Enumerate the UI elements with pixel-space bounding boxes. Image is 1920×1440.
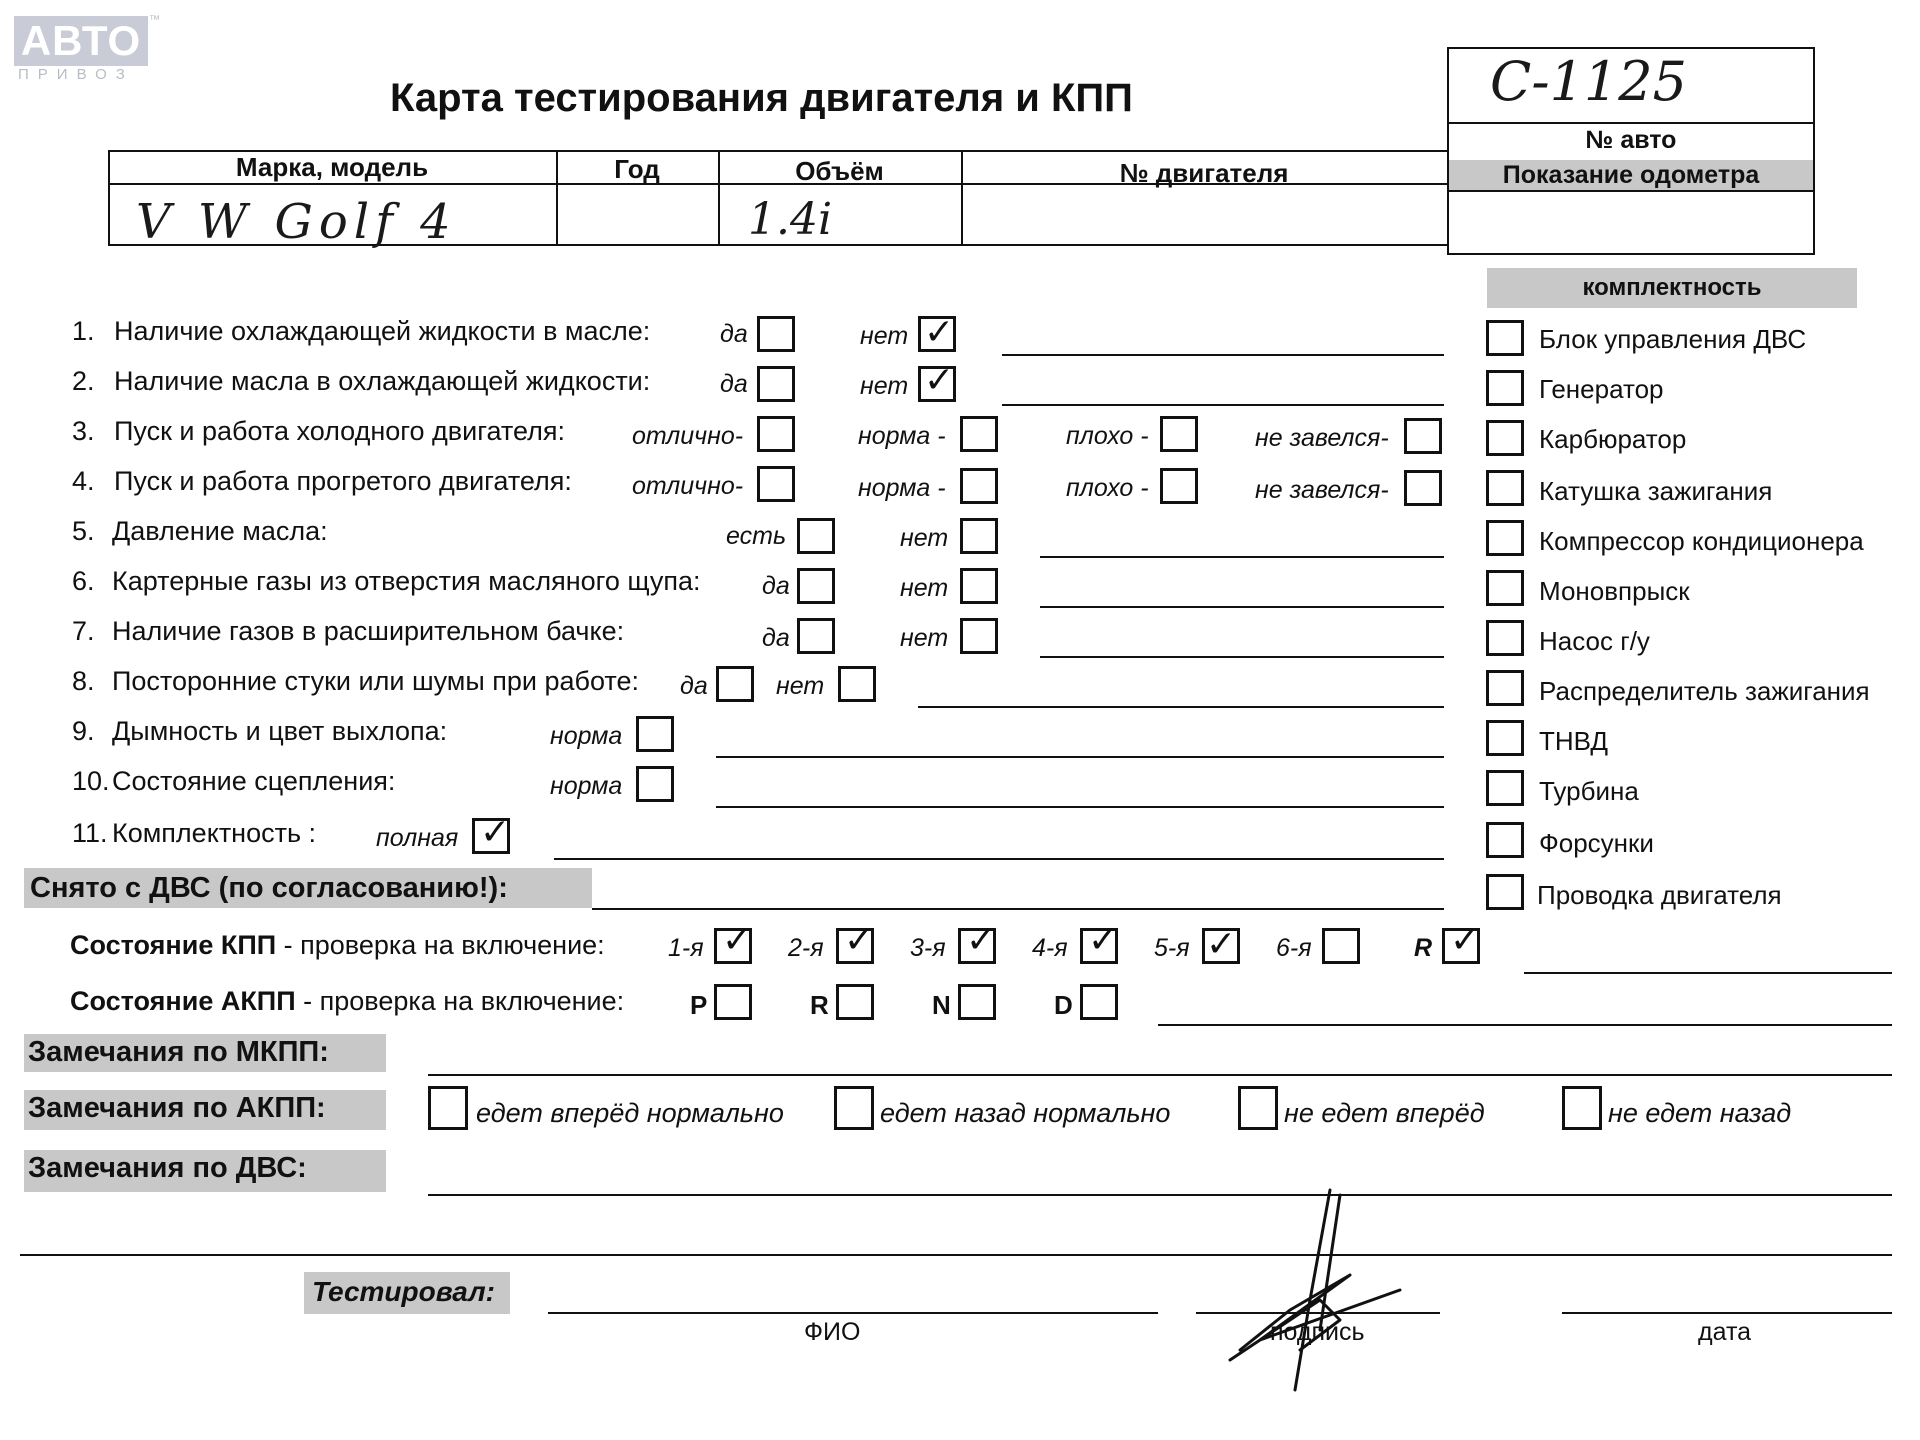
gear-2-label: 2-я	[788, 934, 824, 962]
remarks-dvs-label: Замечания по ДВС:	[24, 1150, 386, 1192]
stamp-divider-2	[1447, 190, 1815, 192]
check-4-opt-4-label: не завелся-	[1255, 476, 1389, 504]
check-7-line	[1040, 656, 1444, 658]
akpp-forward-ok-label: едет вперёд нормально	[476, 1098, 784, 1128]
check-11-num: 11.	[72, 818, 108, 848]
completeness-title: комплектность	[1487, 268, 1857, 308]
header-engine-no: № двигателя	[1119, 158, 1289, 188]
completeness-11-checkbox[interactable]	[1486, 822, 1524, 858]
car-number-label: № авто	[1585, 126, 1677, 154]
akpp-backward-ok-label: едет назад нормально	[880, 1098, 1171, 1128]
gear-4-label: 4-я	[1032, 934, 1068, 962]
car-number-value: С-1125	[1490, 50, 1687, 113]
check-6-no-checkbox[interactable]	[960, 568, 998, 604]
check-2-no-mark: ✓	[924, 360, 955, 401]
check-3-opt-2-checkbox[interactable]	[960, 416, 998, 452]
gear-6-label: 6-я	[1276, 934, 1312, 962]
check-4-opt-2-label: норма -	[858, 474, 946, 502]
completeness-2-label: Генератор	[1539, 374, 1664, 404]
akpp-no-backward-label: не едет назад	[1608, 1098, 1792, 1128]
remarks-mkpp-line	[428, 1074, 1892, 1076]
remarks-dvs-line	[428, 1194, 1892, 1196]
check-7-yes-label: да	[762, 624, 790, 652]
completeness-10-checkbox[interactable]	[1486, 770, 1524, 806]
akpp-line	[1158, 1024, 1892, 1026]
completeness-12-label: Проводка двигателя	[1537, 880, 1782, 910]
handwritten-signature	[1200, 1180, 1440, 1400]
kpp-line	[1524, 972, 1892, 974]
check-9-label: Дымность и цвет выхлопа:	[112, 716, 448, 746]
akpp-d-checkbox[interactable]	[1080, 984, 1118, 1020]
check-6-yes-label: да	[762, 572, 790, 600]
check-7-no-label: нет	[900, 624, 949, 652]
gear-1-mark: ✓	[722, 920, 753, 961]
check-1-no-mark: ✓	[924, 312, 955, 353]
completeness-9-label: ТНВД	[1539, 726, 1609, 756]
check-2-no-label: нет	[860, 372, 909, 400]
akpp-no-forward-checkbox[interactable]	[1238, 1086, 1278, 1130]
completeness-10-label: Турбина	[1539, 776, 1639, 806]
check-2-yes-checkbox[interactable]	[757, 366, 795, 402]
completeness-5-label: Компрессор кондиционера	[1539, 526, 1864, 556]
check-3-num: 3.	[72, 416, 95, 446]
check-5-yes-label: есть	[726, 522, 787, 550]
check-10-opt-label: норма	[550, 772, 623, 800]
completeness-5-checkbox[interactable]	[1486, 520, 1524, 556]
check-2-line	[1002, 404, 1444, 406]
check-3-opt-4-checkbox[interactable]	[1404, 418, 1442, 454]
remarks-extra-line	[20, 1254, 1892, 1256]
gear-3-mark: ✓	[966, 920, 997, 961]
completeness-1-label: Блок управления ДВС	[1539, 324, 1807, 354]
completeness-7-checkbox[interactable]	[1486, 620, 1524, 656]
completeness-12-checkbox[interactable]	[1486, 874, 1524, 910]
logo: АВТО	[14, 16, 148, 66]
removed-line	[592, 908, 1444, 910]
volume-value: 1.4i	[748, 194, 833, 245]
kpp-label	[70, 930, 605, 961]
check-3-opt-3-checkbox[interactable]	[1160, 416, 1198, 452]
akpp-p-checkbox[interactable]	[714, 984, 752, 1020]
kpp-label-bold: Состояние КПП	[70, 930, 277, 960]
akpp-no-forward-label: не едет вперёд	[1284, 1098, 1485, 1128]
check-11-opt-label: полная	[376, 824, 459, 852]
check-11-line	[554, 858, 1444, 860]
check-5-label: Давление масла:	[112, 516, 328, 546]
check-10-num: 10.	[72, 766, 110, 796]
check-3-opt-4-label: не завелся-	[1255, 424, 1389, 452]
check-8-yes-checkbox[interactable]	[716, 666, 754, 702]
akpp-p-label: P	[690, 990, 708, 1020]
check-4-opt-1-checkbox[interactable]	[757, 466, 795, 502]
check-10-checkbox[interactable]	[636, 766, 674, 802]
check-1-label: Наличие охлаждающей жидкости в масле:	[114, 316, 651, 346]
check-8-line	[918, 706, 1444, 708]
model-value: V W Golf 4	[136, 194, 457, 250]
check-11-label: Комплектность :	[112, 818, 317, 848]
check-4-num: 4.	[72, 466, 95, 496]
logo-tm: ™	[149, 14, 160, 26]
removed-label: Снято с ДВС (по согласованию!):	[24, 868, 592, 908]
check-1-line	[1002, 354, 1444, 356]
check-2-yes-label: да	[720, 370, 748, 398]
check-6-no-label: нет	[900, 574, 949, 602]
fio-label: ФИО	[804, 1318, 861, 1346]
completeness-3-label: Карбюратор	[1539, 424, 1687, 454]
check-9-opt-label: норма	[550, 722, 623, 750]
check-8-no-checkbox[interactable]	[838, 666, 876, 702]
akpp-forward-ok-checkbox[interactable]	[428, 1086, 468, 1130]
check-8-label: Посторонние стуки или шумы при работе:	[112, 666, 639, 696]
gear-3-label: 3-я	[910, 934, 946, 962]
gear-5-label: 5-я	[1154, 934, 1190, 962]
gear-6-checkbox[interactable]	[1322, 928, 1360, 964]
date-line	[1562, 1312, 1892, 1314]
completeness-4-checkbox[interactable]	[1486, 470, 1524, 506]
check-7-num: 7.	[72, 616, 95, 646]
completeness-6-checkbox[interactable]	[1486, 570, 1524, 606]
check-9-num: 9.	[72, 716, 95, 746]
gear-5-mark: ✓	[1206, 924, 1237, 965]
check-4-opt-3-label: плохо -	[1066, 474, 1149, 502]
completeness-4-label: Катушка зажигания	[1539, 476, 1773, 506]
akpp-n-label: N	[932, 990, 951, 1020]
completeness-2-checkbox[interactable]	[1486, 370, 1524, 406]
logo-subtitle: ПРИВОЗ	[18, 66, 134, 83]
signature-label: подпись	[1270, 1318, 1365, 1346]
akpp-d-label: D	[1054, 990, 1073, 1020]
check-6-yes-checkbox[interactable]	[797, 568, 835, 604]
completeness-11-label: Форсунки	[1539, 828, 1654, 858]
akpp-label-bold: Состояние АКПП	[70, 986, 296, 1016]
check-4-opt-1-label: отлично-	[632, 472, 744, 500]
gear-r-label: R	[1414, 934, 1433, 962]
check-9-checkbox[interactable]	[636, 716, 674, 752]
stamp-divider	[1447, 122, 1815, 124]
akpp-label	[70, 986, 624, 1017]
check-5-no-checkbox[interactable]	[960, 518, 998, 554]
check-3-opt-1-checkbox[interactable]	[757, 416, 795, 452]
header-model: Марка, модель	[235, 152, 429, 182]
check-2-num: 2.	[72, 366, 95, 396]
fio-line	[548, 1312, 1158, 1314]
check-1-yes-label: да	[720, 320, 748, 348]
completeness-8-label: Распределитель зажигания	[1539, 676, 1870, 706]
header-volume: Объём	[795, 156, 884, 186]
gear-2-mark: ✓	[844, 920, 875, 961]
check-5-no-label: нет	[900, 524, 949, 552]
page-title: Карта тестирования двигателя и КПП	[390, 76, 1133, 120]
akpp-n-checkbox[interactable]	[958, 984, 996, 1020]
completeness-9-checkbox[interactable]	[1486, 720, 1524, 756]
akpp-r-checkbox[interactable]	[836, 984, 874, 1020]
remarks-mkpp-label: Замечания по МКПП:	[24, 1034, 386, 1072]
check-11-mark: ✓	[480, 812, 511, 853]
check-8-num: 8.	[72, 666, 95, 696]
check-1-yes-checkbox[interactable]	[757, 316, 795, 352]
remarks-akpp-label: Замечания по АКПП:	[24, 1090, 386, 1130]
check-7-no-checkbox[interactable]	[960, 618, 998, 654]
gear-4-mark: ✓	[1088, 920, 1119, 961]
check-2-label: Наличие масла в охлаждающей жидкости:	[114, 366, 651, 396]
date-label: дата	[1698, 1318, 1752, 1346]
check-9-line	[716, 756, 1444, 758]
akpp-no-backward-checkbox[interactable]	[1562, 1086, 1602, 1130]
check-10-line	[716, 806, 1444, 808]
check-3-label: Пуск и работа холодного двигателя:	[114, 416, 565, 446]
check-3-opt-2-label: норма -	[858, 422, 946, 450]
check-1-num: 1.	[72, 316, 95, 346]
completeness-7-label: Насос г/у	[1539, 626, 1650, 656]
akpp-backward-ok-checkbox[interactable]	[834, 1086, 874, 1130]
completeness-6-label: Моновпрыск	[1539, 576, 1690, 606]
check-3-opt-1-label: отлично-	[632, 422, 744, 450]
check-4-opt-2-checkbox[interactable]	[960, 468, 998, 504]
check-8-no-label: нет	[776, 672, 825, 700]
akpp-label-rest: - проверка на включение:	[295, 986, 625, 1016]
check-4-opt-3-checkbox[interactable]	[1160, 468, 1198, 504]
check-8-yes-label: да	[680, 672, 708, 700]
completeness-1-checkbox[interactable]	[1486, 320, 1524, 356]
check-5-yes-checkbox[interactable]	[797, 518, 835, 554]
check-5-num: 5.	[72, 516, 95, 546]
kpp-label-rest: - проверка на включение:	[276, 930, 605, 960]
check-1-no-label: нет	[860, 322, 909, 350]
check-7-yes-checkbox[interactable]	[797, 618, 835, 654]
check-7-label: Наличие газов в расширительном бачке:	[112, 616, 625, 646]
check-6-label: Картерные газы из отверстия масляного щупа:	[112, 566, 701, 596]
check-4-label: Пуск и работа прогретого двигателя:	[114, 466, 572, 496]
completeness-8-checkbox[interactable]	[1486, 670, 1524, 706]
check-6-line	[1040, 606, 1444, 608]
check-4-opt-4-checkbox[interactable]	[1404, 470, 1442, 506]
check-3-opt-3-label: плохо -	[1066, 422, 1149, 450]
gear-r-mark: ✓	[1450, 920, 1481, 961]
check-5-line	[1040, 556, 1444, 558]
check-6-num: 6.	[72, 566, 95, 596]
tested-label: Тестировал:	[304, 1272, 510, 1314]
check-10-label: Состояние сцепления:	[112, 766, 396, 796]
gear-1-label: 1-я	[668, 934, 704, 962]
completeness-3-checkbox[interactable]	[1486, 420, 1524, 456]
odometer-label: Показание одометра	[1449, 160, 1813, 190]
header-year: Год	[614, 154, 660, 184]
akpp-r-label: R	[810, 990, 829, 1020]
